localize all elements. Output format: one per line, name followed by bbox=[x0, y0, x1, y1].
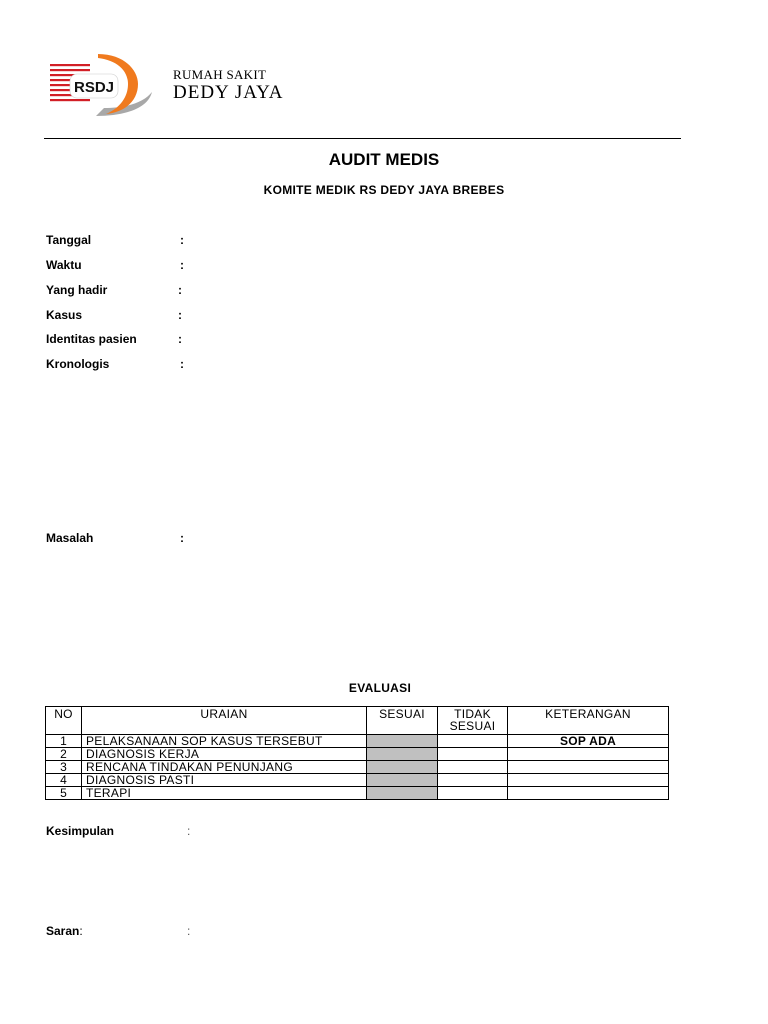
row-uraian: PELAKSANAAN SOP KASUS TERSEBUT bbox=[82, 735, 367, 748]
table-header-row bbox=[46, 707, 669, 735]
saran-inline-colon: : bbox=[79, 924, 83, 938]
org-label: RUMAH SAKIT bbox=[173, 67, 267, 82]
evaluation-title: EVALUASI bbox=[348, 681, 412, 695]
evaluation-table bbox=[45, 706, 669, 800]
table-row bbox=[46, 787, 669, 800]
field-label-yang-hadir: Yang hadir bbox=[46, 283, 108, 297]
field-label-identitas-pasien: Identitas pasien bbox=[46, 332, 137, 346]
logo-text: RSDJ bbox=[73, 79, 115, 96]
field-label-kasus: Kasus bbox=[46, 308, 83, 322]
row-no: 2 bbox=[46, 748, 82, 761]
table-row bbox=[46, 761, 669, 774]
page-title: AUDIT MEDIS bbox=[328, 150, 440, 169]
field-label-tanggal: Tanggal bbox=[46, 233, 92, 247]
table-row bbox=[46, 774, 669, 787]
header-keterangan: KETERANGAN bbox=[508, 707, 669, 735]
row-keterangan[interactable] bbox=[508, 748, 669, 761]
field-label-waktu: Waktu bbox=[46, 258, 82, 272]
field-colon: : bbox=[187, 824, 191, 838]
row-keterangan[interactable]: SOP ADA bbox=[508, 735, 669, 748]
row-uraian: TERAPI bbox=[82, 787, 367, 800]
row-tidak-sesuai-cell[interactable] bbox=[438, 761, 508, 774]
table-row bbox=[46, 735, 669, 748]
org-name: DEDY JAYA bbox=[173, 82, 284, 103]
field-label-saran bbox=[46, 924, 83, 938]
row-uraian: DIAGNOSIS KERJA bbox=[82, 748, 367, 761]
field-colon: : bbox=[180, 258, 184, 272]
row-uraian: DIAGNOSIS PASTI bbox=[82, 774, 367, 787]
row-keterangan[interactable] bbox=[508, 761, 669, 774]
row-no: 3 bbox=[46, 761, 82, 774]
field-colon: : bbox=[180, 531, 184, 545]
row-no: 5 bbox=[46, 787, 82, 800]
header-no: NO bbox=[46, 707, 82, 735]
hospital-logo bbox=[46, 50, 156, 120]
row-sesuai-cell[interactable] bbox=[367, 774, 438, 787]
field-colon: : bbox=[180, 233, 184, 247]
row-tidak-sesuai-cell[interactable] bbox=[438, 735, 508, 748]
header-sesuai: SESUAI bbox=[367, 707, 438, 735]
row-no: 1 bbox=[46, 735, 82, 748]
row-sesuai-cell[interactable] bbox=[367, 761, 438, 774]
field-colon: : bbox=[187, 924, 191, 938]
row-sesuai-cell[interactable] bbox=[367, 787, 438, 800]
row-tidak-sesuai-cell[interactable] bbox=[438, 774, 508, 787]
row-sesuai-cell[interactable] bbox=[367, 748, 438, 761]
header-uraian: URAIAN bbox=[82, 707, 367, 735]
field-colon: : bbox=[180, 357, 184, 371]
table-row bbox=[46, 748, 669, 761]
saran-label-text: Saran bbox=[46, 924, 80, 938]
header-divider bbox=[44, 138, 681, 139]
field-label-masalah: Masalah bbox=[46, 531, 94, 545]
row-uraian: RENCANA TINDAKAN PENUNJANG bbox=[82, 761, 367, 774]
row-keterangan[interactable] bbox=[508, 774, 669, 787]
field-colon: : bbox=[178, 332, 182, 346]
page-subtitle: KOMITE MEDIK RS DEDY JAYA BREBES bbox=[263, 183, 505, 197]
field-label-kronologis: Kronologis bbox=[46, 357, 110, 371]
row-tidak-sesuai-cell[interactable] bbox=[438, 787, 508, 800]
field-label-kesimpulan: Kesimpulan bbox=[46, 824, 115, 838]
row-keterangan[interactable] bbox=[508, 787, 669, 800]
field-colon: : bbox=[178, 283, 182, 297]
field-colon: : bbox=[178, 308, 182, 322]
row-sesuai-cell[interactable] bbox=[367, 735, 438, 748]
header-tidak-sesuai: TIDAK SESUAI bbox=[438, 707, 508, 735]
row-tidak-sesuai-cell[interactable] bbox=[438, 748, 508, 761]
row-no: 4 bbox=[46, 774, 82, 787]
